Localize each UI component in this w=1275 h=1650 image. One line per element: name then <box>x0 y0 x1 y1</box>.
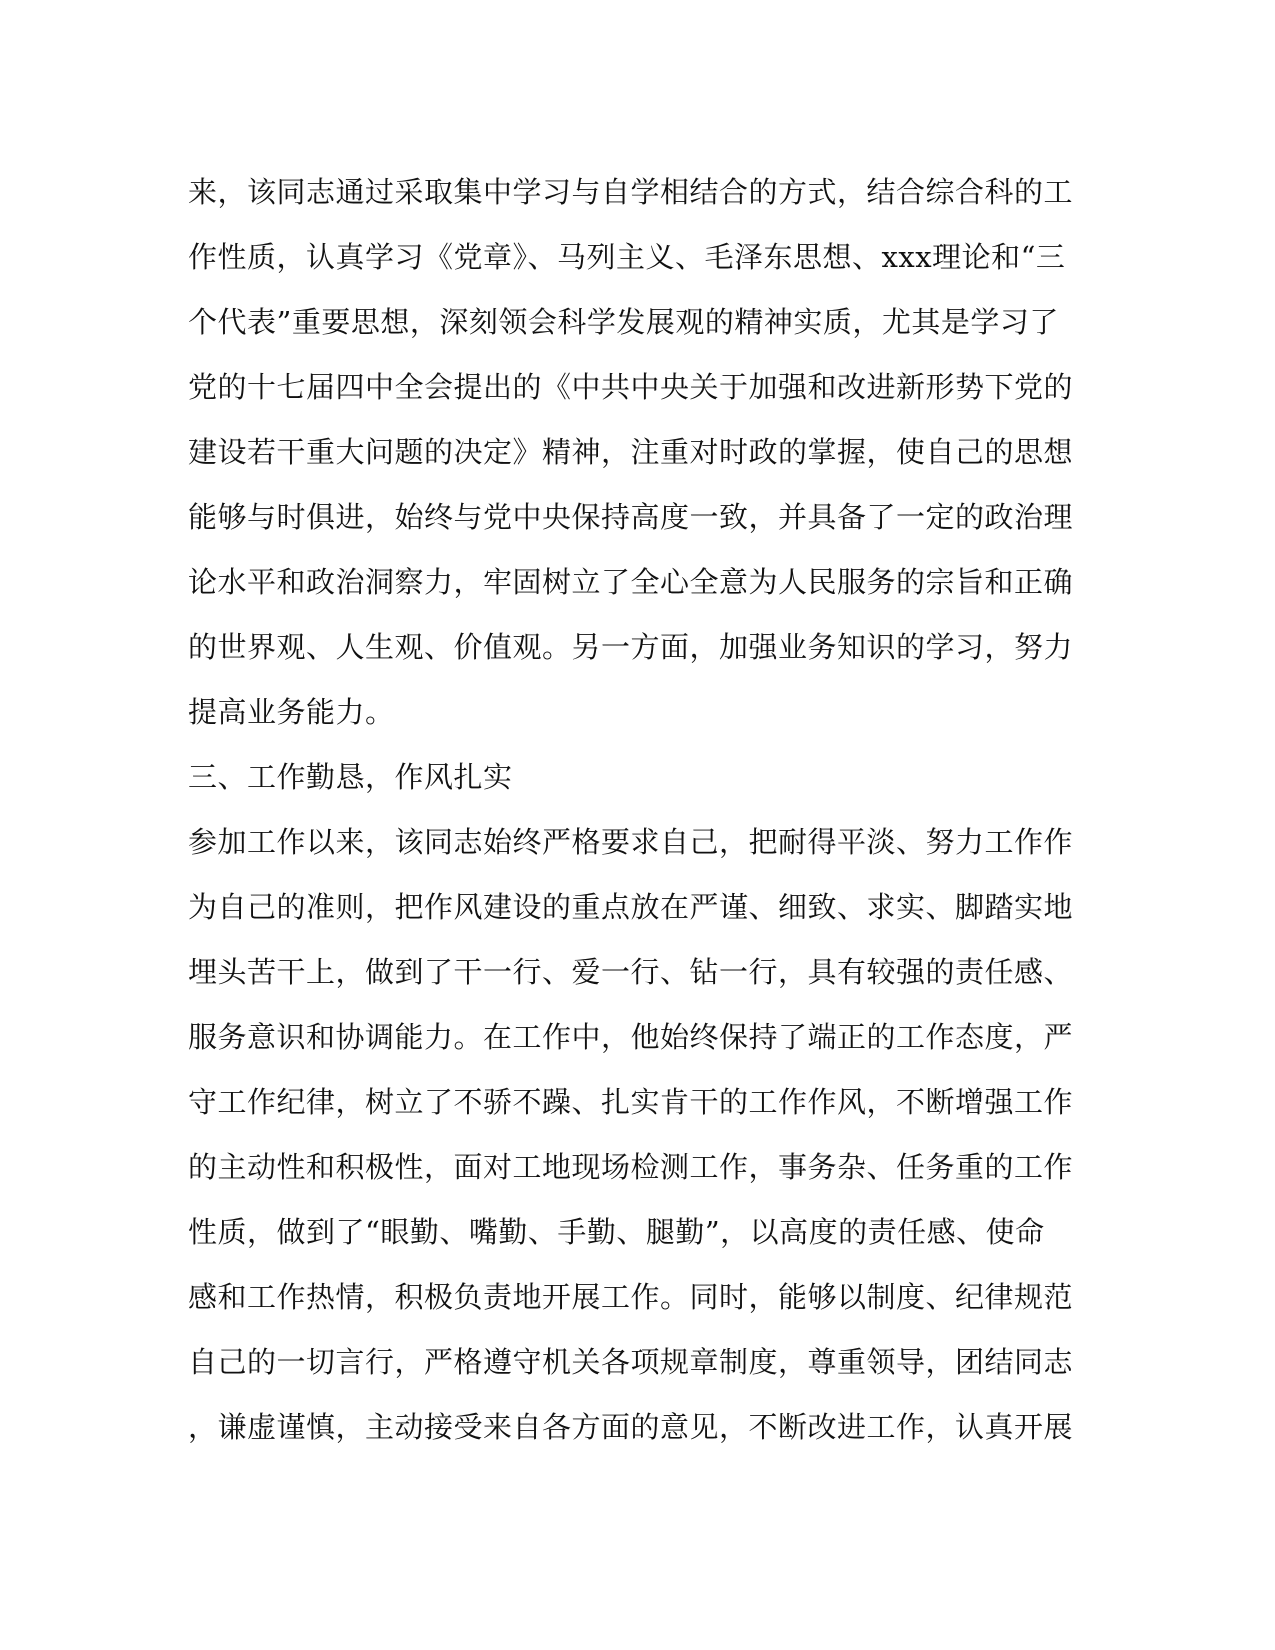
text-line-3: 个代表”重要思想，深刻领会科学发展观的精神实质，尤其是学习了 <box>188 305 1059 339</box>
text-line-15: 守工作纪律，树立了不骄不躁、扎实肯干的工作作风，不断增强工作 <box>188 1085 1074 1119</box>
text-line-19: 自己的一切言行，严格遵守机关各项规章制度，尊重领导，团结同志 <box>188 1345 1074 1379</box>
text-line-6: 能够与时俱进，始终与党中央保持高度一致，并具备了一定的政治理 <box>188 500 1074 534</box>
text-line-13: 埋头苦干上，做到了干一行、爱一行、钻一行，具有较强的责任感、 <box>188 955 1074 989</box>
text-line-17: 性质，做到了“眼勤、嘴勤、手勤、腿勤”，以高度的责任感、使命 <box>188 1215 1045 1249</box>
text-line-16: 的主动性和积极性，面对工地现场检测工作，事务杂、任务重的工作 <box>188 1150 1074 1184</box>
text-line-1: 来，该同志通过采取集中学习与自学相结合的方式，结合综合科的工 <box>188 175 1074 209</box>
text-line-11: 参加工作以来，该同志始终严格要求自己，把耐得平淡、努力工作作 <box>188 825 1074 859</box>
text-line-9: 提高业务能力。 <box>188 695 395 729</box>
text-line-7: 论水平和政治洞察力，牢固树立了全心全意为人民服务的宗旨和正确 <box>188 565 1074 599</box>
text-line-2: 作性质，认真学习《党章》、马列主义、毛泽东思想、xxx理论和“三 <box>188 240 1066 274</box>
body-text <box>188 160 1088 1460</box>
text-line-4: 党的十七届四中全会提出的《中共中央关于加强和改进新形势下党的 <box>188 370 1074 404</box>
text-line-12: 为自己的准则，把作风建设的重点放在严谨、细致、求实、脚踏实地 <box>188 890 1074 924</box>
section-heading: 三、工作勤恳，作风扎实 <box>188 760 513 794</box>
text-line-18: 感和工作热情，积极负责地开展工作。同时，能够以制度、纪律规范 <box>188 1280 1074 1314</box>
text-line-8: 的世界观、人生观、价值观。另一方面，加强业务知识的学习，努力 <box>188 630 1074 664</box>
text-line-20: ，谦虚谨慎，主动接受来自各方面的意见，不断改进工作，认真开展 <box>188 1410 1074 1444</box>
text-line-14: 服务意识和协调能力。在工作中，他始终保持了端正的工作态度，严 <box>188 1020 1074 1054</box>
text-line-5: 建设若干重大问题的决定》精神，注重对时政的掌握，使自己的思想 <box>188 435 1074 469</box>
